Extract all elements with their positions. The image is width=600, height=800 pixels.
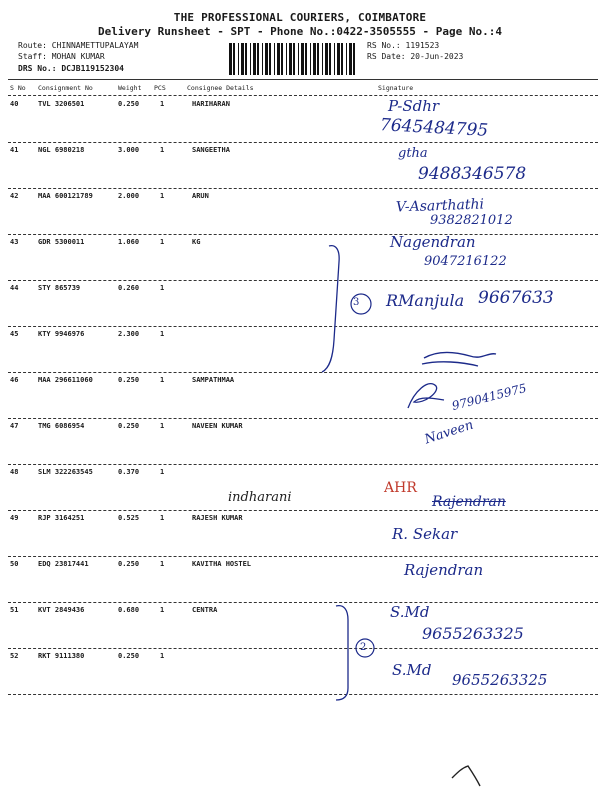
signature-42-name: V-Asarthathi [395, 196, 485, 216]
signature-48-name: Rajendran [432, 494, 506, 510]
row-pcs: 1 [160, 376, 165, 384]
row-consignee: SAMPATHMAA [192, 376, 235, 384]
row-pcs: 1 [160, 238, 165, 246]
signature-47-name: Naveen [422, 417, 476, 448]
col-header-signature: Signature [378, 84, 414, 92]
stray-mark-stroke [452, 766, 480, 786]
row-consignment: KVT 2849436 [38, 606, 85, 614]
group-count-2: 2 [360, 642, 367, 653]
row-sno: 50 [10, 560, 19, 568]
staff-label: Staff: MOHAN KUMAR [18, 52, 105, 61]
row-pcs: 1 [160, 468, 165, 476]
row-consignee: KAVITHA HOSTEL [192, 560, 252, 568]
row-sno: 42 [10, 192, 19, 200]
row-weight: 1.060 [118, 238, 140, 246]
row-consignee: HARIHARAN [192, 100, 230, 108]
row-consignment: TMG 6086954 [38, 422, 85, 430]
row-sno: 41 [10, 146, 19, 154]
company-title: THE PROFESSIONAL COURIERS, COIMBATORE [173, 11, 427, 24]
col-header-consignee: Consignee Details [187, 84, 254, 92]
signature-40-name: P-Sdhr [388, 97, 440, 115]
row-weight: 0.250 [118, 422, 140, 430]
row-sno: 44 [10, 284, 19, 292]
row-sno: 43 [10, 238, 19, 246]
row-sno: 49 [10, 514, 19, 522]
signature-51-name: S.Md [390, 603, 430, 621]
row-consignment: EDQ 23817441 [38, 560, 89, 568]
row-consignee: CENTRA [192, 606, 218, 614]
signature-49-name: R. Sekar [392, 525, 458, 543]
row-sno: 45 [10, 330, 19, 338]
row-weight: 0.370 [118, 468, 140, 476]
signature-46-phone: 9790415975 [450, 380, 528, 414]
row-weight: 2.300 [118, 330, 140, 338]
row-consignment: NGL 6980218 [38, 146, 85, 154]
signature-42-phone: 9382821012 [430, 213, 513, 228]
bracket-stroke [336, 606, 348, 700]
row-pcs: 1 [160, 560, 165, 568]
row-consignment: MAA 600121789 [38, 192, 93, 200]
row-sno: 40 [10, 100, 19, 108]
row-consignee: SANGEETHA [192, 146, 230, 154]
row-sno: 46 [10, 376, 19, 384]
row-pcs: 1 [160, 284, 165, 292]
consignee-48-note: indharani [228, 490, 292, 505]
signature-43-name: Nagendran [390, 233, 476, 251]
row-weight: 0.680 [118, 606, 140, 614]
row-consignment: RJP 3164251 [38, 514, 85, 522]
row-weight: 0.250 [118, 376, 140, 384]
row-pcs: 1 [160, 514, 165, 522]
row-consignment: STY 865739 [38, 284, 81, 292]
signature-51-phone: 9655263325 [422, 624, 524, 643]
signature-40-phone: 7645484795 [379, 115, 489, 141]
row-sno: 52 [10, 652, 19, 660]
col-header-sno: S No [10, 84, 26, 92]
row-pcs: 1 [160, 100, 165, 108]
row-consignee: NAVEEN KUMAR [192, 422, 243, 430]
row-consignment: MAA 296611060 [38, 376, 93, 384]
signature-44-name: RManjula [386, 291, 465, 310]
col-header-weight: Weight [118, 84, 142, 92]
row-weight: 0.250 [118, 560, 140, 568]
runsheet-title: Delivery Runsheet - SPT - Phone No.:0422-3505555 - Page No.:4 [98, 25, 502, 38]
signature-52-phone: 9655263325 [452, 671, 548, 689]
bracket-stroke [322, 246, 339, 372]
col-header-pcs: PCS [154, 84, 166, 92]
row-consignment: TVL 3206501 [38, 100, 85, 108]
row-weight: 0.260 [118, 284, 140, 292]
row-consignment: GDR 5300011 [38, 238, 85, 246]
row-consignee: ARUN [192, 192, 209, 200]
rs-number: RS No.: 1191523 [367, 41, 440, 50]
rs-date: RS Date: 20-Jun-2023 [367, 52, 464, 61]
row-sno: 48 [10, 468, 19, 476]
row-weight: 2.000 [118, 192, 140, 200]
row-pcs: 1 [160, 606, 165, 614]
signature-48-mark: AHR [384, 480, 417, 496]
row-weight: 0.250 [118, 100, 140, 108]
drs-number: DRS No.: DCJB119152304 [18, 64, 124, 73]
signature-41-name: gtha [398, 146, 428, 161]
col-header-consignment: Consignment No [38, 84, 93, 92]
scribble-45-stroke [422, 353, 496, 367]
row-pcs: 1 [160, 422, 165, 430]
row-consignment: SLM 322263545 [38, 468, 93, 476]
row-consignment: RKT 9111380 [38, 652, 85, 660]
row-sno: 51 [10, 606, 19, 614]
row-pcs: 1 [160, 192, 165, 200]
row-pcs: 1 [160, 330, 165, 338]
signature-41-phone: 9488346578 [418, 164, 527, 184]
row-weight: 0.250 [118, 652, 140, 660]
row-pcs: 1 [160, 146, 165, 154]
row-consignment: KTY 9946976 [38, 330, 85, 338]
row-consignee: RAJESH KUMAR [192, 514, 243, 522]
row-weight: 3.000 [118, 146, 140, 154]
scribble-46-stroke [408, 384, 444, 408]
route-label: Route: CHINNAMETTUPALAYAM [18, 41, 139, 50]
row-sno: 47 [10, 422, 19, 430]
signature-43-phone: 9047216122 [424, 254, 507, 269]
signature-50-name: Rajendran [404, 561, 484, 579]
signature-52-name: S.Md [392, 661, 432, 679]
signature-44-phone: 9667633 [478, 288, 554, 308]
row-consignee: KG [192, 238, 201, 246]
group-count-1: 3 [353, 297, 360, 308]
row-pcs: 1 [160, 652, 165, 660]
row-weight: 0.525 [118, 514, 140, 522]
